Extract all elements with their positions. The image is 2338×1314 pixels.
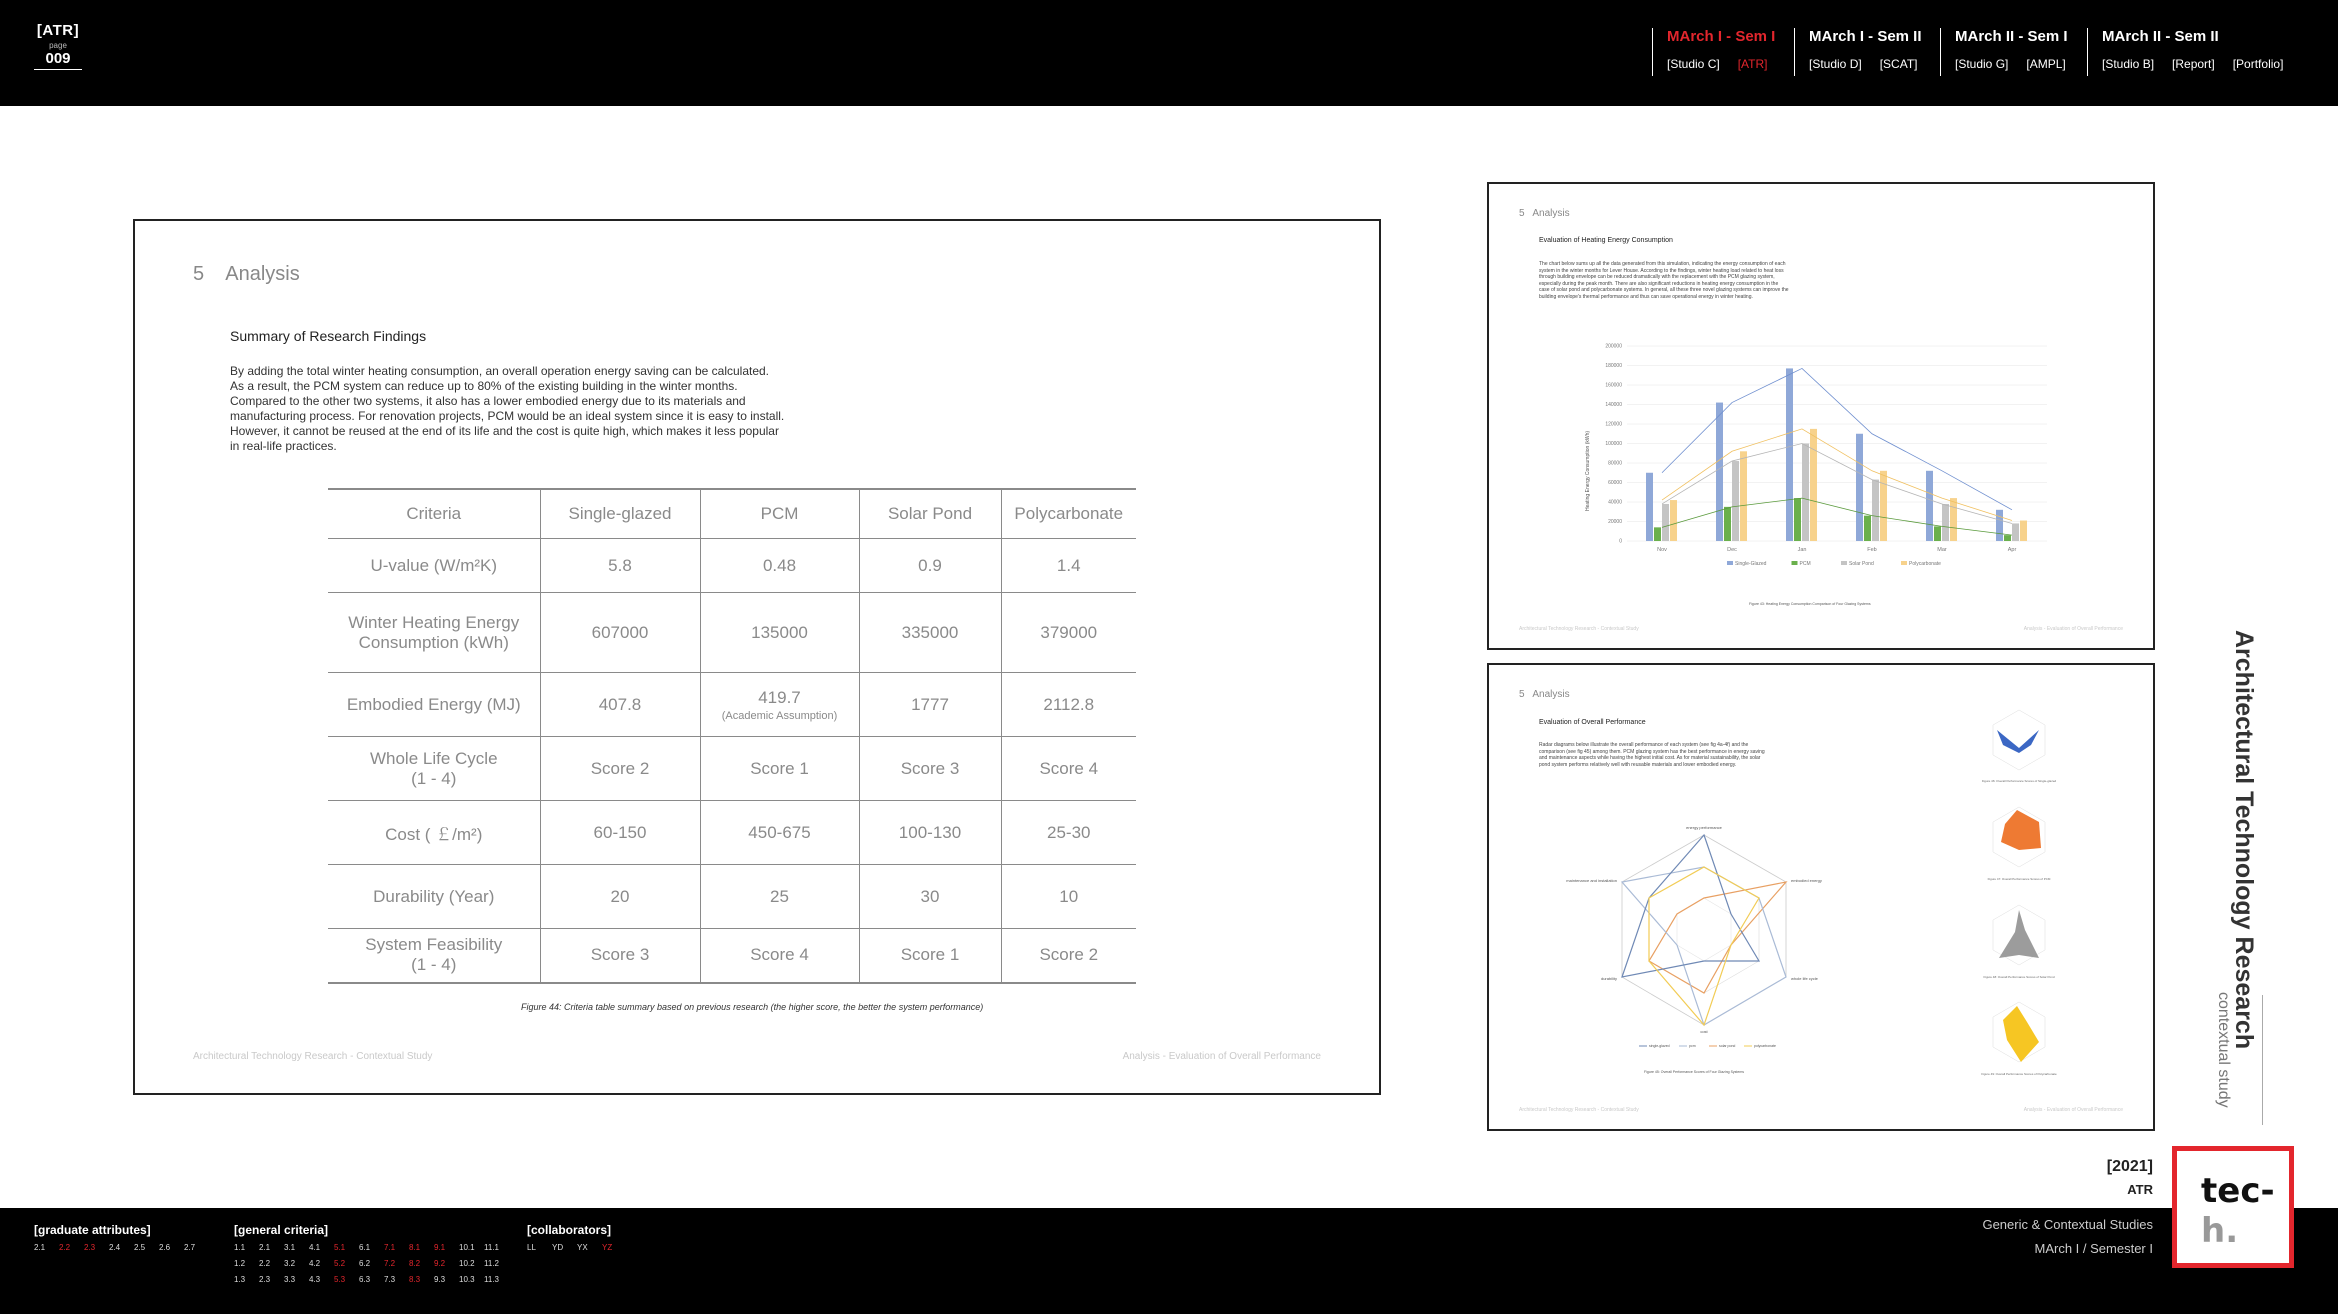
radar-grid-outer <box>1622 835 1786 1025</box>
general-criteria-grid <box>234 1243 509 1291</box>
table-cell: 135000 <box>700 593 859 673</box>
paragraph-line: manufacturing process. For renovation projects, PCM would be an ideal system since it is easy to install. <box>230 409 785 423</box>
legend-label: Single-Glazed <box>1735 561 1767 567</box>
bar-polycarbonate <box>1880 471 1887 541</box>
bar-pcm <box>1794 498 1801 541</box>
table-cell: 20 <box>540 865 700 929</box>
year-block <box>2107 1158 2153 1197</box>
code-item: 5.1 <box>334 1243 346 1252</box>
mini-caption: Figure 46: Overall Performance Scores of Single-glazed <box>1981 779 2057 783</box>
radar-axis-label: cost <box>1700 1029 1708 1034</box>
page-number: 009 <box>34 50 82 70</box>
paragraph-line: pond system performs relatively well with reusable materials and lower embodied energy. <box>1539 761 1737 768</box>
thumbnail-page-radar[interactable] <box>1487 663 2155 1131</box>
table-header-row <box>328 489 1136 539</box>
nav-link-studio-d[interactable]: [Studio D] <box>1809 57 1862 71</box>
table-cell: Score 3 <box>540 929 700 983</box>
subheading: Evaluation of Heating Energy Consumption <box>1539 237 1673 244</box>
chart-paragraph <box>1539 261 1919 300</box>
criteria-line: Winter Heating Energy <box>348 612 520 632</box>
nav-link-report[interactable]: [Report] <box>2172 57 2215 71</box>
paragraph-line: case of solar pond and polycarbonate systems. In general, all these three novel glazing systems can improve the <box>1539 287 1789 293</box>
bar-pcm <box>1724 507 1731 541</box>
collaborators-label: [collaborators] <box>527 1223 612 1237</box>
code-item: 2.3 <box>259 1275 271 1284</box>
table-cell <box>700 673 859 737</box>
code-item: 4.1 <box>309 1243 321 1252</box>
y-tick-label: 40000 <box>1608 499 1622 506</box>
cell-note: (Academic Assumption) <box>721 709 838 722</box>
table-cell: 335000 <box>859 593 1001 673</box>
nav-link-studio-b[interactable]: [Studio B] <box>2102 57 2155 71</box>
y-tick-label: 20000 <box>1608 519 1622 525</box>
collaborator: YD <box>552 1243 564 1252</box>
cell-value: 419.7 <box>758 687 801 707</box>
table-row <box>328 865 1136 929</box>
table-cell: Score 3 <box>859 737 1001 801</box>
page-badge <box>34 22 82 70</box>
nav-march2-sem2[interactable] <box>2087 28 2301 76</box>
collaborator: YX <box>577 1243 588 1252</box>
legend-swatch <box>1792 561 1798 565</box>
code-item: 11.2 <box>484 1259 499 1268</box>
y-tick-label: 120000 <box>1605 421 1622 428</box>
table-row <box>328 539 1136 593</box>
criteria-cell: Durability (Year) <box>328 865 540 929</box>
mini-radar-fill <box>1999 910 2039 958</box>
trend-line-single-glazed <box>1662 368 2012 509</box>
code-item: 2.1 <box>34 1243 46 1252</box>
y-tick-label: 160000 <box>1605 382 1622 389</box>
course-code: ATR <box>2127 1182 2153 1197</box>
code-item: 9.2 <box>434 1259 446 1268</box>
graduate-attributes-label: [graduate attributes] <box>34 1223 151 1237</box>
radar-axis-label: embodied energy <box>1791 878 1822 883</box>
y-tick-label: 60000 <box>1608 480 1622 486</box>
collaborator: YZ <box>602 1243 613 1252</box>
section-title: Analysis <box>225 263 300 285</box>
page-footer-right: Analysis - Evaluation of Overall Performance <box>2023 1107 2123 1113</box>
page-footer-left: Architectural Technology Research - Contextual Study <box>193 1051 433 1062</box>
table-cell: 10 <box>1001 865 1136 929</box>
table-cell: Score 4 <box>1001 737 1136 801</box>
nav-link-studio-g[interactable]: [Studio G] <box>1955 57 2009 71</box>
table-header-cell: PCM <box>700 489 859 539</box>
radar-axis-label: maintenance and installation <box>1566 878 1617 883</box>
table-row <box>328 801 1136 865</box>
x-tick-label: Dec <box>1727 547 1737 553</box>
paragraph-line: and maintenance aspects while having the highest initial cost. As for material sustainability, the solar <box>1539 755 1761 761</box>
criteria-cell <box>328 593 540 673</box>
bar-single-glazed <box>1786 368 1793 541</box>
bar-solar-pond <box>1662 504 1669 541</box>
x-tick-label: Jan <box>1797 547 1807 553</box>
criteria-line: Consumption (kWh) <box>358 632 509 652</box>
code-item: 1.1 <box>234 1243 246 1252</box>
bar-single-glazed <box>1716 403 1723 541</box>
bar-solar-pond <box>1942 504 1949 541</box>
code-item: 8.1 <box>409 1243 421 1252</box>
nav-title[interactable]: MArch II - Sem II <box>2102 28 2219 45</box>
semester-label: MArch I / Semester I <box>2034 1241 2153 1256</box>
code-item: 4.3 <box>309 1275 321 1284</box>
nav-march1-sem1[interactable] <box>1652 28 1785 76</box>
y-tick-label: 140000 <box>1605 402 1622 408</box>
mini-radar-column <box>1959 700 2079 1120</box>
page-footer-right: Analysis - Evaluation of Overall Performance <box>2023 626 2123 632</box>
bar-pcm <box>1934 526 1941 541</box>
page-footer-right: Analysis - Evaluation of Overall Performance <box>1122 1051 1321 1062</box>
mini-radar-solar-pond <box>1983 905 2054 979</box>
paragraph-line: building envelope's thermal performance and thus can save operational energy in winter heating. <box>1539 293 1753 300</box>
tech-logo[interactable] <box>2172 1146 2294 1268</box>
code-item: 2.7 <box>184 1243 196 1252</box>
mini-radar-polycarbonate <box>1981 1002 2057 1076</box>
paragraph-line: comparison (see fig 45) among them. PCM glazing system has the best performance in energy saving <box>1539 748 1765 755</box>
code-item: 10.2 <box>459 1259 475 1268</box>
y-tick-label: 180000 <box>1605 363 1622 369</box>
table-cell: Score 2 <box>1001 929 1136 983</box>
nav-title[interactable]: MArch II - Sem I <box>1955 28 2068 45</box>
nav-link-atr[interactable]: [ATR] <box>1737 57 1768 71</box>
table-cell: 5.8 <box>540 539 700 593</box>
graduate-attributes-grid <box>34 1243 209 1259</box>
page-footer-left: Architectural Technology Research - Contextual Study <box>1519 1107 1639 1113</box>
legend-label: Solar Pond <box>1849 561 1874 567</box>
x-tick-label: Mar <box>1937 547 1947 553</box>
legend-label: solar pond <box>1719 1044 1736 1048</box>
criteria-table <box>328 488 1136 984</box>
code-item: 2.2 <box>59 1243 71 1252</box>
y-tick-label: 200000 <box>1605 343 1622 350</box>
criteria-cell <box>328 737 540 801</box>
criteria-cell: Cost ( ￡/m²) <box>328 801 540 865</box>
radar-paragraph <box>1539 742 1889 768</box>
table-caption: Figure 44: Criteria table summary based on previous research (the higher score, the better the system performance) <box>521 1002 984 1012</box>
chart-ylabel: Heating Energy Consumption (kWh) <box>1585 430 1591 512</box>
section-heading <box>193 263 300 286</box>
bar-single-glazed <box>1996 510 2003 541</box>
bar-solar-pond <box>2012 523 2019 541</box>
x-tick-label: Apr <box>2007 547 2017 553</box>
table-cell: 607000 <box>540 593 700 673</box>
code-item: 9.3 <box>434 1275 446 1284</box>
legend-swatch <box>1727 561 1733 565</box>
section-heading <box>1519 689 1570 700</box>
nav-link-scat[interactable]: [SCAT] <box>1879 57 1918 71</box>
legend-label: single-glazed <box>1649 1044 1670 1048</box>
table-row <box>328 737 1136 801</box>
code-item: 11.1 <box>484 1243 499 1252</box>
table-row <box>328 673 1136 737</box>
nav-title[interactable]: MArch I - Sem I <box>1667 28 1776 45</box>
code-item: 3.3 <box>284 1275 296 1284</box>
code-item: 11.3 <box>484 1275 499 1284</box>
collaborator: LL <box>527 1243 536 1252</box>
code-item: 6.2 <box>359 1259 371 1268</box>
legend-swatch <box>1841 561 1847 565</box>
table-row <box>328 593 1136 673</box>
paragraph-line: Compared to the other two systems, it also has a lower embodied energy due to its materials and <box>230 394 746 408</box>
section-title: Analysis <box>1532 689 1570 700</box>
code-item: 10.1 <box>459 1243 475 1252</box>
code-item: 3.2 <box>284 1259 296 1268</box>
code-item: 1.3 <box>234 1275 246 1284</box>
x-tick-label: Feb <box>1867 547 1877 553</box>
criteria-line: Whole Life Cycle <box>369 748 498 768</box>
paragraph-line: However, it cannot be reused at the end of its life and the cost is quite high, which makes it less popular <box>230 424 779 438</box>
table-cell: 0.48 <box>700 539 859 593</box>
table-cell: 25-30 <box>1001 801 1136 865</box>
nav-link-ampl[interactable]: [AMPL] <box>2026 57 2066 71</box>
logo-line-1: tec- <box>2201 1171 2275 1211</box>
y-tick-label: 80000 <box>1608 460 1622 467</box>
nav-march2-sem1[interactable] <box>1940 28 2084 76</box>
criteria-line: (1 - 4) <box>411 955 457 975</box>
bar-polycarbonate <box>1950 498 1957 541</box>
course-info <box>1982 1213 2153 1261</box>
table-cell: Score 4 <box>700 929 859 983</box>
code-item: 2.4 <box>109 1243 121 1252</box>
table-cell: 1.4 <box>1001 539 1136 593</box>
table-row <box>328 929 1136 983</box>
paragraph-line: Radar diagrams below illustrate the overall performance of each system (see fig 4a-4f) and the <box>1539 742 1749 748</box>
radar-grid-inner <box>1677 898 1731 961</box>
bar-polycarbonate <box>1670 500 1677 541</box>
mini-radar-single-glazed <box>1982 710 2057 783</box>
section-tag: [ATR] <box>36 22 80 39</box>
nav-link-portfolio[interactable]: [Portfolio] <box>2232 57 2284 71</box>
mini-radar-pcm <box>1988 807 2051 881</box>
code-item: 8.3 <box>409 1275 421 1284</box>
summary-paragraph <box>230 364 850 454</box>
bar-solar-pond <box>1872 480 1879 541</box>
table-header-cell: Single-glazed <box>540 489 700 539</box>
criteria-line: (1 - 4) <box>411 768 457 788</box>
table-header-cell: Solar Pond <box>859 489 1001 539</box>
bar-single-glazed <box>1646 473 1653 541</box>
table-cell: 2112.8 <box>1001 673 1136 737</box>
radar-series-orange <box>1649 882 1786 993</box>
course-name: Generic & Contextual Studies <box>1982 1217 2153 1232</box>
table-cell: Score 1 <box>859 929 1001 983</box>
page-footer-left: Architectural Technology Research - Contextual Study <box>1519 626 1639 632</box>
paragraph-line: As a result, the PCM system can reduce up to 80% of the existing building in the winter months. <box>230 379 738 393</box>
paragraph-line: in real-life practices. <box>230 439 337 453</box>
table-cell: Score 2 <box>540 737 700 801</box>
paragraph-line: The chart below sums up all the data generated from this simulation, indicating the energy consumption of each <box>1539 261 1786 267</box>
bar-solar-pond <box>1802 444 1809 542</box>
table-cell: Score 1 <box>700 737 859 801</box>
code-item: 7.2 <box>384 1259 396 1268</box>
table-cell: 1777 <box>859 673 1001 737</box>
code-item: 3.1 <box>284 1243 296 1252</box>
paragraph-line: By adding the total winter heating consumption, an overall operation energy saving can be calculated. <box>230 364 770 378</box>
legend-label: Polycarbonate <box>1909 561 1941 567</box>
bar-polycarbonate <box>2020 521 2027 541</box>
code-item: 1.2 <box>234 1259 246 1268</box>
code-item: 2.2 <box>259 1259 271 1268</box>
bar-polycarbonate <box>1740 451 1747 541</box>
x-tick-label: Nov <box>1657 547 1667 553</box>
paragraph-line: through building envelope can be reduced dramatically with the replacement with the PCM glazing system, <box>1539 274 1775 280</box>
table-cell: 25 <box>700 865 859 929</box>
section-number: 5 <box>1519 208 1525 219</box>
section-number: 5 <box>1519 689 1525 700</box>
trend-line-solar-pond <box>1662 444 2012 524</box>
subheading: Evaluation of Overall Performance <box>1539 719 1646 726</box>
mini-caption: Figure 48: Overall Performance Scores of Solar Pond <box>1983 975 2055 979</box>
section-number: 5 <box>193 263 205 285</box>
mini-caption: Figure 49: Overall Performance Scores of Polycarbonate <box>1981 1072 2057 1076</box>
radar-caption: Figure 45: Overall Performance Scores of Four Glazing Systems <box>1644 1070 1744 1074</box>
code-item: 4.2 <box>309 1259 321 1268</box>
code-item: 9.1 <box>434 1243 446 1252</box>
thumbnail-page-chart[interactable] <box>1487 182 2155 650</box>
legend-label: pcm <box>1689 1044 1696 1048</box>
code-item: 2.3 <box>84 1243 96 1252</box>
bar-polycarbonate <box>1810 429 1817 541</box>
code-item: 6.3 <box>359 1275 371 1284</box>
table-cell: 0.9 <box>859 539 1001 593</box>
code-item: 7.3 <box>384 1275 396 1284</box>
code-item: 7.1 <box>384 1243 396 1252</box>
nav-march1-sem2[interactable] <box>1794 28 1935 76</box>
code-item: 10.3 <box>459 1275 475 1284</box>
radar-legend <box>1639 1044 1776 1048</box>
radar-grid-mid <box>1649 867 1759 993</box>
legend-swatch <box>1901 561 1907 565</box>
code-item: 2.1 <box>259 1243 271 1252</box>
bar-solar-pond <box>1732 461 1739 541</box>
nav-link-studio-c[interactable]: [Studio C] <box>1667 57 1720 71</box>
table-cell: 100-130 <box>859 801 1001 865</box>
code-item: 6.1 <box>359 1243 371 1252</box>
collaborators-grid <box>527 1243 627 1259</box>
bar-pcm <box>2004 535 2011 541</box>
legend-label: PCM <box>1799 561 1811 567</box>
criteria-line: System Feasibility <box>365 935 503 955</box>
year-label: [2021] <box>2106 1158 2153 1175</box>
code-item: 5.3 <box>334 1275 346 1284</box>
code-item: 2.6 <box>159 1243 171 1252</box>
subheading: Summary of Research Findings <box>230 328 427 344</box>
bottom-bar <box>0 1208 2338 1314</box>
criteria-cell <box>328 929 540 983</box>
bar-pcm <box>1864 516 1871 541</box>
criteria-cell: U-value (W/m²K) <box>328 539 540 593</box>
vertical-subtitle: contextual study <box>2215 992 2232 1108</box>
chart-caption: Figure 43: Heating Energy Consumption Comparison of Four Glazing Systems <box>1749 602 1871 606</box>
table-header-cell: Criteria <box>328 489 540 539</box>
mini-radar-fill <box>1997 730 2039 753</box>
logo-line-2: h. <box>2201 1211 2239 1251</box>
y-tick-label: 100000 <box>1605 441 1622 447</box>
bar-single-glazed <box>1856 434 1863 541</box>
bar-single-glazed <box>1926 471 1933 541</box>
table-cell: 379000 <box>1001 593 1136 673</box>
section-heading <box>1519 208 1570 219</box>
table-cell: 30 <box>859 865 1001 929</box>
code-item: 2.5 <box>134 1243 146 1252</box>
overall-radar-chart <box>1566 805 1829 1055</box>
legend-label: polycarbonate <box>1754 1044 1776 1048</box>
top-bar <box>0 0 2338 106</box>
bar-pcm <box>1654 527 1661 541</box>
heating-energy-chart <box>1577 336 2057 576</box>
table-cell: 60-150 <box>540 801 700 865</box>
paragraph-line: system in the winter months for Lever House. According to the findings, winter heating load related to heat loss <box>1539 267 1784 274</box>
mini-caption: Figure 47: Overall Performance Scores of PCM <box>1987 877 2051 881</box>
nav-title[interactable]: MArch I - Sem II <box>1809 28 1922 45</box>
general-criteria-label: [general criteria] <box>234 1223 329 1237</box>
radar-series-blue-light <box>1622 867 1786 1025</box>
y-tick-label: 0 <box>1619 538 1622 545</box>
code-item: 5.2 <box>334 1259 346 1268</box>
criteria-cell: Embodied Energy (MJ) <box>328 673 540 737</box>
paragraph-line: especially during the peak month. There are also significant reductions in heating energy consumption in the <box>1539 280 1779 287</box>
table-header-cell: Polycarbonate <box>1001 489 1136 539</box>
vertical-divider <box>2262 995 2263 1125</box>
vertical-title: Architectural Technology Research <box>2230 630 2258 1050</box>
code-item: 8.2 <box>409 1259 421 1268</box>
table-cell: 407.8 <box>540 673 700 737</box>
page-label: page <box>49 41 67 50</box>
radar-axis-label: durability <box>1600 976 1617 981</box>
radar-axis-label: whole life cycle <box>1791 976 1818 981</box>
radar-axis-label: energy performance <box>1686 825 1722 830</box>
section-title: Analysis <box>1532 208 1570 219</box>
table-cell: 450-675 <box>700 801 859 865</box>
